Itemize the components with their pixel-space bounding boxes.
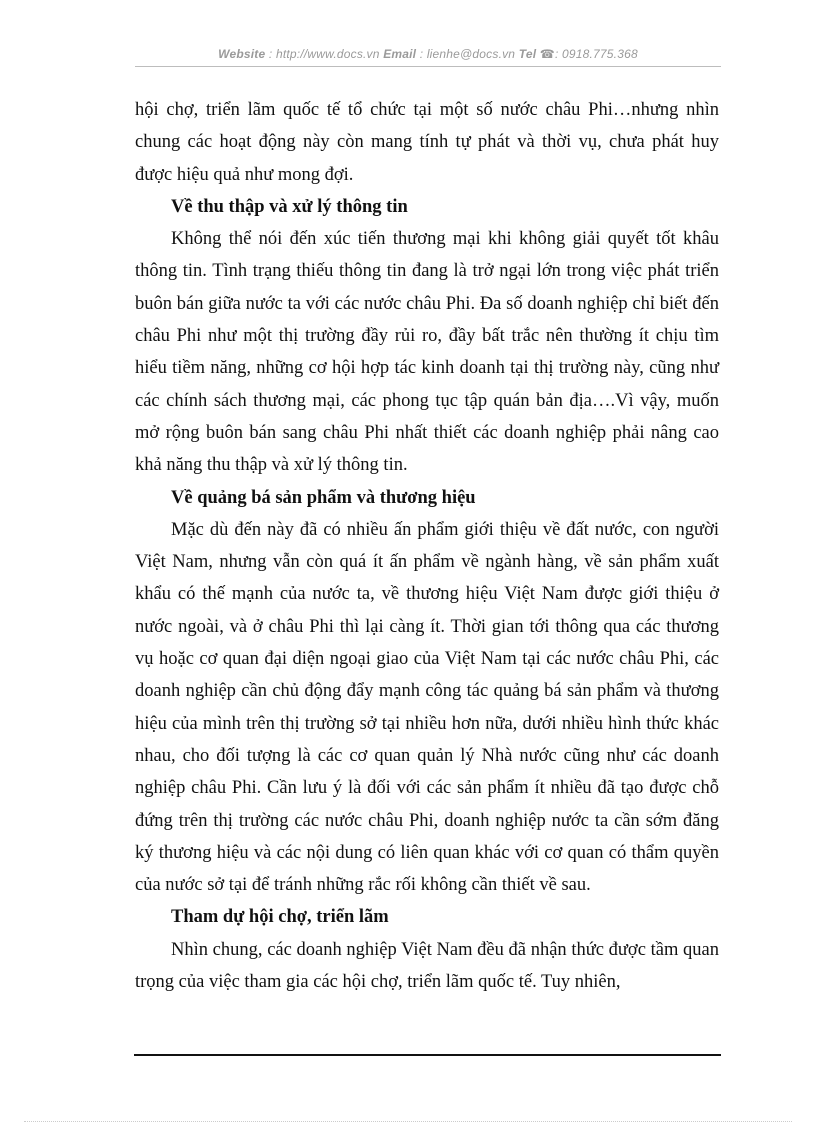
section-heading-branding: Về quảng bá sản phẩm và thương hiệu [171,487,476,508]
section-heading-fairs: Tham dự hội chợ, triển lãm [171,907,389,928]
section-heading-information: Về thu thập và xử lý thông tin [171,196,408,217]
tel-label: Tel [518,47,537,61]
email-label: Email [383,47,417,61]
page-bottom-border [24,1121,792,1122]
paragraph-fairs: Nhìn chung, các doanh nghiệp Việt Nam đều đã nhận thức được tầm quan trọng của việc tham gia các hội chợ, triển lãm quốc tế. Tuy nhiên, [135,939,719,993]
email-value: : lienhe@docs.vn [419,47,516,61]
tel-value: : 0918.775.368 [554,47,638,61]
page-header [135,47,721,61]
phone-icon: ☎ [539,47,555,61]
paragraph-intro: hội chợ, triển lãm quốc tế tổ chức tại một số nước châu Phi…nhưng nhìn chung các hoạt động này còn mang tính tự phát và thời vụ, chưa phát huy được hiệu quả như mong đợi. [135,100,719,185]
website-label: Website [218,47,266,61]
paragraph-branding: Mặc dù đến này đã có nhiều ấn phẩm giới thiệu về đất nước, con người Việt Nam, nhưng vẫn còn quá ít ấn phẩm về ngành hàng, về sản phẩm xuất khẩu có thế mạnh của nước ta, về thương hiệu Việt Nam được giới thiệu ở nước ngoài, và ở châu Phi thì lại càng ít. Thời gian tới thông qua các thương vụ hoặc cơ quan đại diện ngoại giao của Việt Nam tại các nước châu Phi, các doanh nghiệp cần chủ động đẩy mạnh công tác quảng bá sản phẩm và thương hiệu của mình trên thị trường sở tại nhiều hơn nữa, dưới nhiều hình thức khác nhau, cho đối tượng là các cơ quan quản lý Nhà nước cũng như các doanh nghiệp châu Phi. Cần lưu ý là đối với các sản phẩm ít nhiều đã tạo được chỗ đứng trên thị trường các nước châu Phi, doanh nghiệp nước ta cần sớm đăng ký thương hiệu và các nội dung có liên quan khác với cơ quan có thẩm quyền của nước sở tại để tránh những rắc rối không cần thiết về sau. [135,519,719,896]
footer-divider [134,1054,721,1056]
header-divider [135,66,721,67]
paragraph-information: Không thể nói đến xúc tiến thương mại khi không giải quyết tốt khâu thông tin. Tình trạng thiếu thông tin đang là trở ngại lớn trong việc phát triển buôn bán giữa nước ta với các nước châu Phi. Đa số doanh nghiệp chỉ biết đến châu Phi như một thị trường đầy rủi ro, đầy bất trắc nên thường ít chịu tìm hiểu tiềm năng, những cơ hội hợp tác kinh doanh tại thị trường này, cũng như các chính sách thương mại, các phong tục tập quán bản địa….Vì vậy, muốn mở rộng buôn bán sang châu Phi nhất thiết các doanh nghiệp phải nâng cao khả năng thu thập và xử lý thông tin. [135,229,719,476]
website-value: : http://www.docs.vn [268,47,380,61]
document-body [135,94,719,998]
